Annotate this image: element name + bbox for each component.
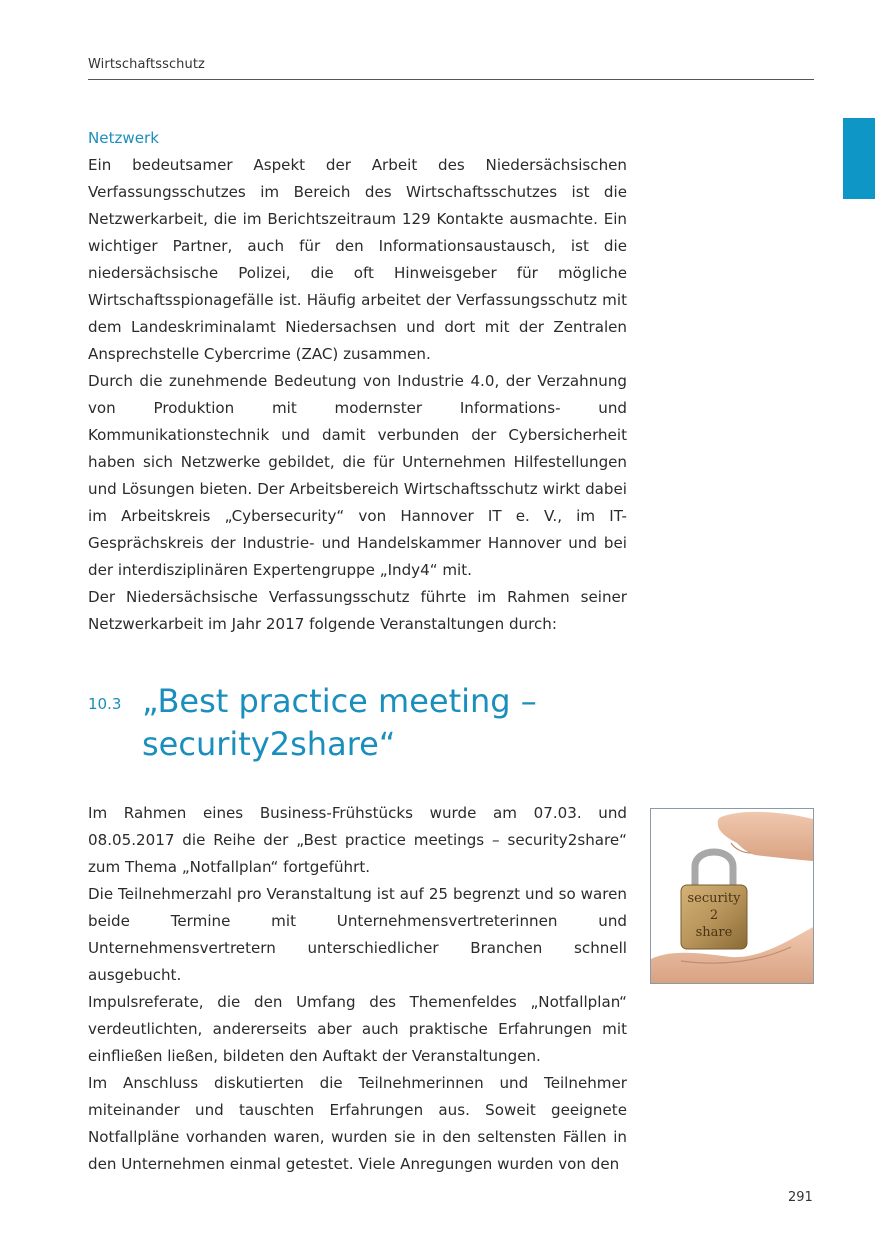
section-paragraph-4: Im Anschluss diskutierten die Teilnehmerinnen und Teilnehmer miteinander und tauschten Erfahrungen aus. Soweit geeignete Notfallpläne vorhanden waren, wurden sie in den seltensten Fällen in den Unternehmen einmal getestet. Viele Anregungen wurden von den xyxy=(88,1074,627,1173)
netzwerk-paragraph-1: Ein bedeutsamer Aspekt der Arbeit des Niedersächsischen Verfassungsschutzes im Bereich des Wirtschaftsschutzes ist die Netzwerkarbeit, die im Berichtszeitraum 129 Kontakte ausmachte. Ein wichtiger Partner, auch für den Informationsaustausch, ist die niedersächsische Polizei, die oft Hinweisgeber für mögliche Wirtschaftsspionagefälle ist. Häufig arbeitet der Verfassungsschutz mit dem Landeskriminalamt Niedersachsen und dort mit der Zentralen Ansprechstelle Cybercrime (ZAC) zusammen. xyxy=(88,156,627,363)
page-number: 291 xyxy=(788,1190,813,1205)
section-title-line-2: security2share“ xyxy=(142,725,396,763)
section-paragraph-2: Die Teilnehmerzahl pro Veranstaltung ist auf 25 begrenzt und so waren beide Termine mit Unternehmensvertreterinnen und Unternehmensvertretern unterschiedlicher Branchen schnell ausgebucht. xyxy=(88,885,627,984)
netzwerk-section xyxy=(88,125,627,638)
section-paragraph-1: Im Rahmen eines Business-Frühstücks wurde am 07.03. und 08.05.2017 die Reihe der „Best practice meetings – security2share“ zum Thema „Notfallplan“ fortgeführt. xyxy=(88,804,627,876)
running-header: Wirtschaftsschutz xyxy=(88,57,205,72)
netzwerk-subheading: Netzwerk xyxy=(88,129,159,147)
padlock-hands-illustration xyxy=(651,809,813,983)
section-paragraph-3: Impulsreferate, die den Umfang des Themenfeldes „Notfallplan“ verdeutlichten, andererseits aber auch praktische Erfahrungen mit einfließen ließen, bildeten den Auftakt der Veranstaltungen. xyxy=(88,993,627,1065)
upper-hand xyxy=(718,812,813,861)
chapter-tab-marker xyxy=(843,118,875,199)
header-rule xyxy=(88,79,814,80)
padlock-photo xyxy=(650,808,814,984)
section-title xyxy=(142,680,702,766)
padlock-text-2: 2 xyxy=(709,908,719,923)
padlock-text-1: security xyxy=(687,891,741,906)
section-body xyxy=(88,800,627,1178)
padlock-shackle xyxy=(695,852,733,889)
section-title-line-1: „Best practice meeting – xyxy=(142,682,537,720)
padlock-text-3: share xyxy=(695,925,733,940)
section-number: 10.3 xyxy=(88,695,122,713)
netzwerk-paragraph-3: Der Niedersächsische Verfassungsschutz führte im Rahmen seiner Netzwerkarbeit im Jahr 2017 folgende Veranstaltungen durch: xyxy=(88,588,627,633)
netzwerk-paragraph-2: Durch die zunehmende Bedeutung von Industrie 4.0, der Verzahnung von Produktion mit modernster Informations- und Kommunikationstechnik und damit verbunden der Cybersicherheit haben sich Netzwerke gebildet, die für Unternehmen Hilfestellungen und Lösungen bieten. Der Arbeitsbereich Wirtschaftsschutz wirkt dabei im Arbeitskreis „Cybersecurity“ von Hannover IT e. V., im IT-Gesprächskreis der Industrie- und Handelskammer Hannover und bei der interdisziplinären Expertengruppe „Indy4“ mit. xyxy=(88,372,627,579)
